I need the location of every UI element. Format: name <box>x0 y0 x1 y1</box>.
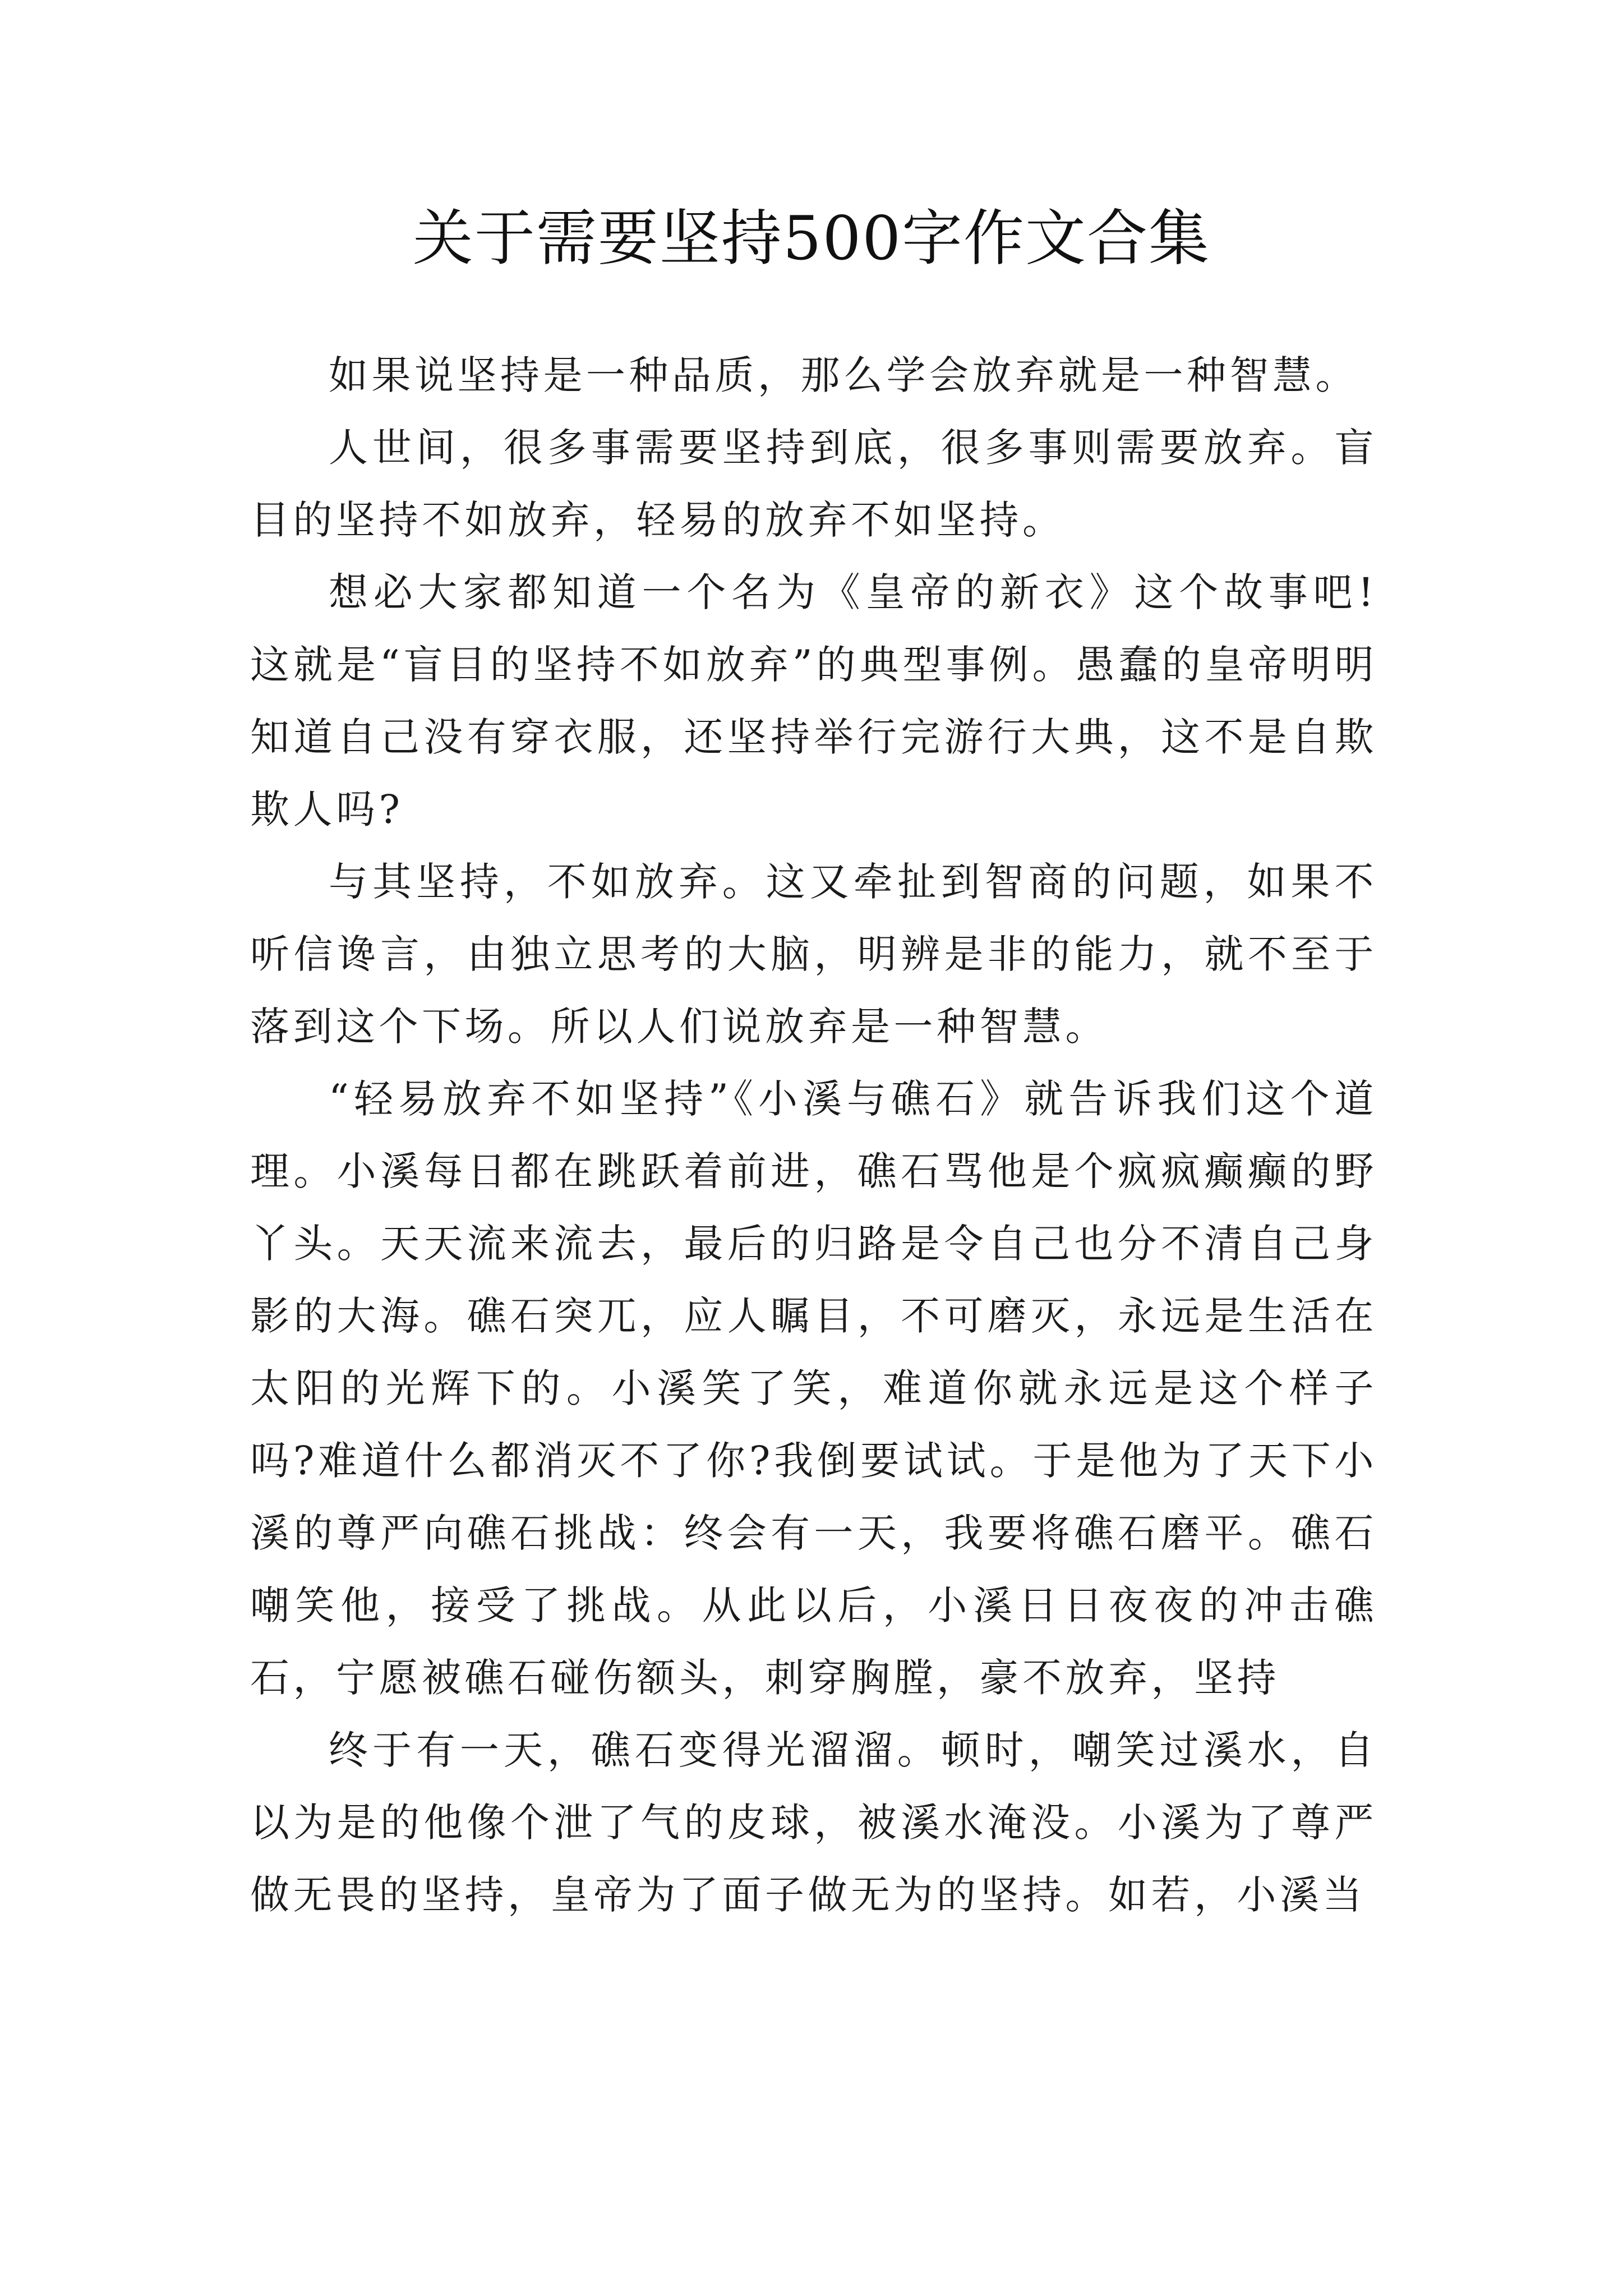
paragraph: 想必大家都知道一个名为《皇帝的新衣》这个故事吧!这就是“盲目的坚持不如放弃”的典型事例。愚蠢的皇帝明明知道自己没有穿衣服，还坚持举行完游行大典，这不是自欺欺人吗? <box>250 569 1377 832</box>
document-title: 关于需要坚持500字作文合集 <box>412 204 1211 274</box>
paragraph: 与其坚持，不如放弃。这又牵扯到智商的问题，如果不听信谗言，由独立思考的大脑，明辨是非的能力，就不至于落到这个下场。所以人们说放弃是一种智慧。 <box>250 859 1377 1050</box>
document-body <box>250 339 1377 1931</box>
paragraph: 人世间，很多事需要坚持到底，很多事则需要放弃。盲目的坚持不如放弃，轻易的放弃不如坚持。 <box>250 425 1377 543</box>
paragraph: “轻易放弃不如坚持”《小溪与礁石》就告诉我们这个道理。小溪每日都在跳跃着前进，礁石骂他是个疯疯癫癫的野丫头。天天流来流去，最后的归路是令自己也分不清自己身影的大海。礁石突兀，应人瞩目，不可磨灭，永远是生活在太阳的光辉下的。小溪笑了笑，难道你就永远是这个样子吗?难道什么都消灭不了你?我倒要试试。于是他为了天下小溪的尊严向礁石挑战：终会有一天，我要将礁石磨平。礁石嘲笑他，接受了挑战。从此以后，小溪日日夜夜的冲击礁石，宁愿被礁石碰伤额头，刺穿胸膛，豪不放弃，坚持 <box>250 1076 1377 1701</box>
paragraph: 如果说坚持是一种品质，那么学会放弃就是一种智慧。 <box>329 352 1358 398</box>
paragraph: 终于有一天，礁石变得光溜溜。顿时，嘲笑过溪水，自以为是的他像个泄了气的皮球，被溪水淹没。小溪为了尊严做无畏的坚持，皇帝为了面子做无为的坚持。如若，小溪当 <box>250 1727 1377 1918</box>
